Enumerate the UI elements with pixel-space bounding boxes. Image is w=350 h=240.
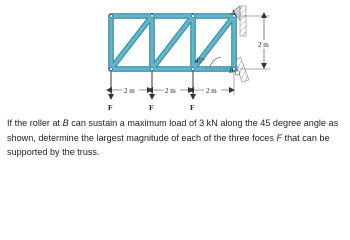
angle-arc — [210, 57, 221, 66]
joint-t3 — [192, 15, 195, 18]
symbol-b: B — [62, 118, 69, 128]
problem-statement: If the roller at B can sustain a maximum load of 3 kN along the 45 degree angle as shown, determine the largest magnitude of each of the three foces F that can be supported by the truss. — [7, 118, 339, 157]
joint-b3 — [192, 68, 195, 71]
joint-t1 — [110, 15, 113, 18]
load-3-label: F — [190, 103, 195, 112]
support-wall-a — [240, 6, 246, 36]
point-b-label: B — [229, 67, 234, 75]
point-a-label: A — [231, 9, 236, 17]
angle-label: 45° — [195, 57, 205, 65]
joint-b1 — [110, 68, 113, 71]
span-3-label: 2 m — [206, 87, 217, 95]
span-1-label: 2 m — [124, 87, 135, 95]
span-2-label: 2 m — [165, 87, 176, 95]
truss-members — [111, 16, 234, 69]
joint-t2 — [151, 15, 154, 18]
member-b2-t3 — [152, 16, 193, 69]
symbol-f: F — [276, 132, 283, 143]
member-b1-t2 — [111, 16, 152, 69]
load-2-label: F — [149, 103, 154, 112]
load-1-label: F — [108, 103, 113, 112]
height-dim-label: 2 m — [258, 41, 269, 49]
joint-b2 — [151, 68, 154, 71]
truss-diagram — [0, 0, 350, 115]
